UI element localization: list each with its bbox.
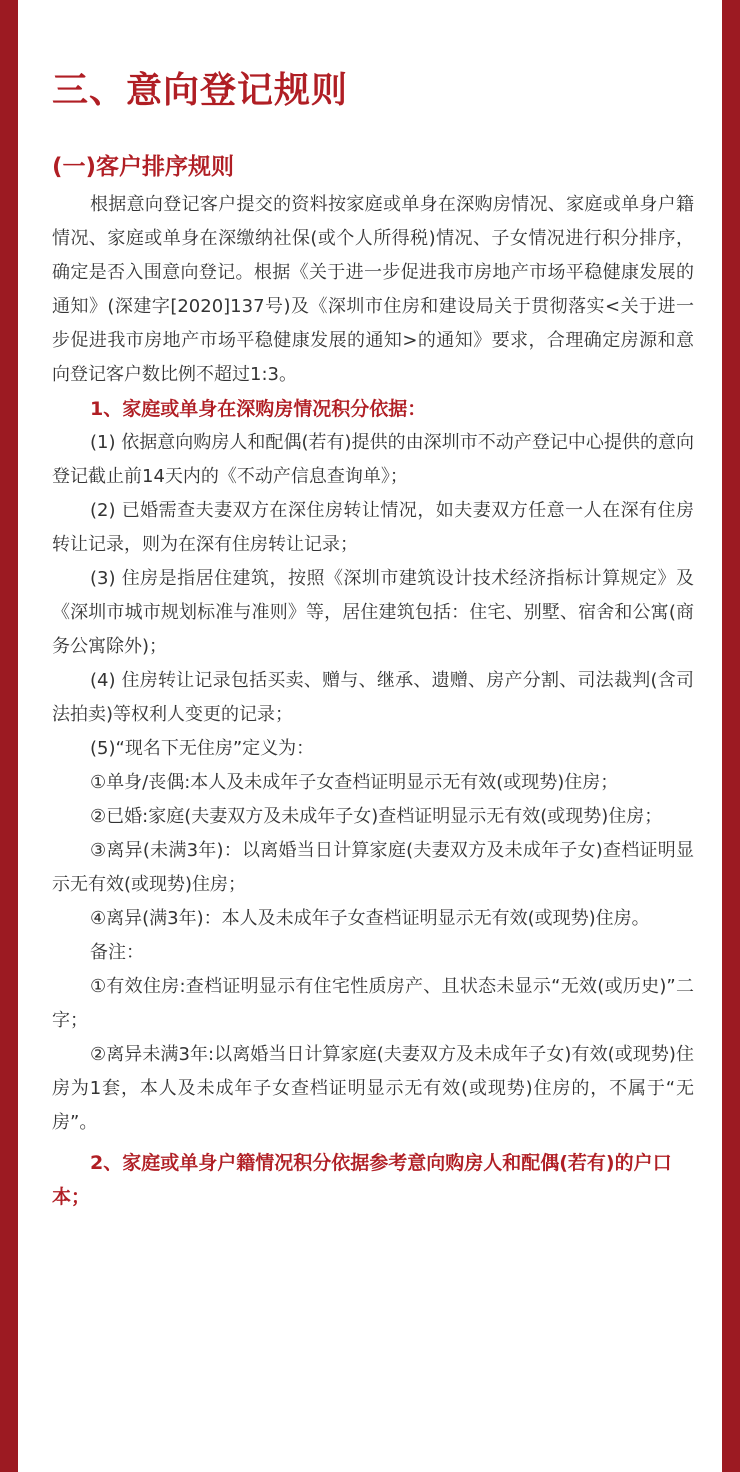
rule-item: (3) 住房是指居住建筑，按照《深圳市建筑设计技术经济指标计算规定》及《深圳市城市规划标准与准则》等，居住建筑包括：住宅、别墅、宿舍和公寓(商务公寓除外)； xyxy=(52,568,694,657)
rule-item: ③离异(未满3年)：以离婚当日计算家庭(夫妻双方及未成年子女)查档证明显示无有效(或现势)住房； xyxy=(52,840,694,895)
rule-item: ①单身/丧偶:本人及未成年子女查档证明显示无有效(或现势)住房； xyxy=(90,772,619,793)
right-red-border xyxy=(722,0,740,1472)
subheading-hukou: 2、家庭或单身户籍情况积分依据参考意向购房人和配偶(若有)的户口本； xyxy=(52,1152,672,1208)
page-title: 三、意向登记规则 xyxy=(52,70,349,111)
rule-item: (1) 依据意向购房人和配偶(若有)提供的由深圳市不动产登记中心提供的意向登记截止前14天内的《不动产信息查询单》； xyxy=(52,432,694,487)
section-title: (一)客户排序规则 xyxy=(52,154,235,180)
rule-item: (5)“现名下无住房”定义为： xyxy=(90,738,315,759)
subheading-housing: 1、家庭或单身在深购房情况积分依据： xyxy=(90,398,427,420)
left-red-border xyxy=(0,0,18,1472)
rule-item: ④离异(满3年)：本人及未成年子女查档证明显示无有效(或现势)住房。 xyxy=(90,908,650,929)
note-item: ②离异未满3年:以离婚当日计算家庭(夫妻双方及未成年子女)有效(或现势)住房为1套，本人及未成年子女查档证明显示无有效(或现势)住房的，不属于“无房”。 xyxy=(52,1044,694,1133)
note-label: 备注： xyxy=(90,942,144,963)
rule-item: ②已婚:家庭(夫妻双方及未成年子女)查档证明显示无有效(或现势)住房； xyxy=(90,806,663,827)
intro-paragraph: 根据意向登记客户提交的资料按家庭或单身在深购房情况、家庭或单身户籍情况、家庭或单身在深缴纳社保(或个人所得税)情况、子女情况进行积分排序，确定是否入围意向登记。根据《关于进一步促进我市房地产市场平稳健康发展的通知》(深建字[2020]137号)及《深圳市住房和建设局关于贯彻落实<关于进一步促进我市房地产市场平稳健康发展的通知>的通知》要求，合理确定房源和意向登记客户数比例不超过1:3。 xyxy=(52,194,694,385)
note-item: ①有效住房:查档证明显示有住宅性质房产、且状态未显示“无效(或历史)”二字； xyxy=(52,976,694,1031)
rule-item: (2) 已婚需查夫妻双方在深住房转让情况，如夫妻双方任意一人在深有住房转让记录，则为在深有住房转让记录； xyxy=(52,500,694,555)
rule-item: (4) 住房转让记录包括买卖、赠与、继承、遗赠、房产分割、司法裁判(含司法拍卖)等权利人变更的记录； xyxy=(52,670,694,725)
body-text xyxy=(52,188,694,1214)
